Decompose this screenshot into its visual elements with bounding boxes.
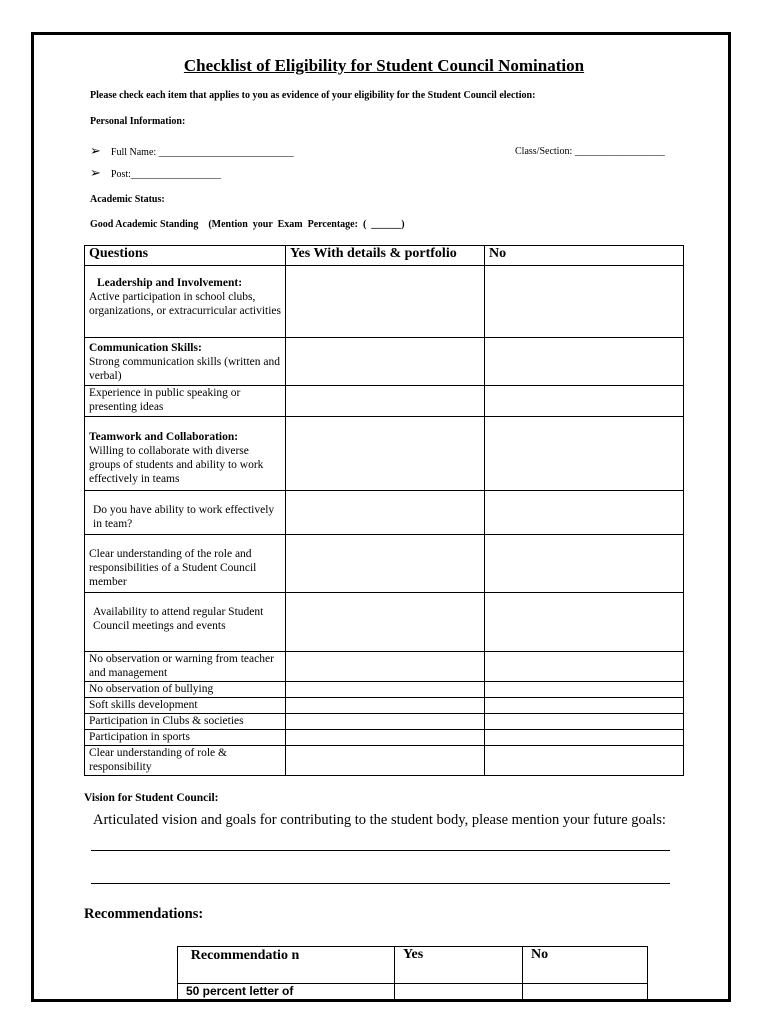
full-name-row (90, 142, 294, 160)
rec-header-recommendation (178, 947, 395, 984)
vision-answer-line-2[interactable] (91, 883, 670, 884)
no-cell[interactable] (485, 535, 684, 593)
header-questions: Questions (85, 246, 286, 266)
academic-status-heading: Academic Status: (90, 194, 165, 205)
academic-standing-line: Good Academic Standing (Mention your Exam Percentage: ( ______) (90, 219, 405, 230)
no-cell[interactable] (485, 652, 684, 682)
no-cell[interactable] (485, 682, 684, 698)
no-cell[interactable] (485, 730, 684, 746)
vision-answer-line-1[interactable] (91, 850, 670, 851)
table-row (85, 338, 684, 386)
table-row (85, 746, 684, 776)
no-cell[interactable] (485, 491, 684, 535)
yes-cell[interactable] (395, 984, 523, 1002)
table-row (85, 698, 684, 714)
yes-cell[interactable] (286, 386, 485, 417)
no-cell[interactable] (485, 714, 684, 730)
table-row (85, 417, 684, 491)
yes-cell[interactable] (286, 682, 485, 698)
table-row (178, 984, 648, 1002)
table-row (85, 714, 684, 730)
table-row (85, 682, 684, 698)
no-cell[interactable] (485, 593, 684, 652)
row-text: Soft skills development (89, 699, 198, 711)
yes-cell[interactable] (286, 593, 485, 652)
post-row (90, 164, 221, 182)
no-cell[interactable] (485, 698, 684, 714)
question-cell (85, 652, 286, 682)
eligibility-table (84, 245, 684, 776)
row-text: Availability to attend regular Student Council meetings and events (93, 606, 264, 632)
row-text: Participation in sports (89, 731, 190, 743)
row-text: No observation of bullying (89, 683, 214, 695)
question-cell (85, 593, 286, 652)
vision-heading: Vision for Student Council: (84, 792, 219, 804)
table-row (85, 386, 684, 417)
question-cell (85, 714, 286, 730)
rec-header-no: No (523, 947, 648, 984)
no-cell[interactable] (485, 417, 684, 491)
header-yes: Yes With details & portfolio (286, 246, 485, 266)
rec-first-row-cell: 50 percent letter of (178, 984, 395, 1002)
page-title: Checklist of Eligibility for Student Council Nomination (183, 56, 585, 75)
yes-cell[interactable] (286, 491, 485, 535)
yes-cell[interactable] (286, 535, 485, 593)
recommendations-heading: Recommendations: (84, 906, 204, 922)
question-cell (85, 698, 286, 714)
row-heading: Leadership and Involvement: (97, 277, 243, 289)
table-row (85, 535, 684, 593)
row-text: Participation in Clubs & societies (89, 715, 244, 727)
arrow-bullet-icon: ➢ (90, 165, 101, 180)
table-row (85, 491, 684, 535)
rec-header-label: Recommendatio n (190, 948, 300, 963)
table-row (85, 593, 684, 652)
question-cell (85, 491, 286, 535)
table-row (85, 266, 684, 338)
row-text: Clear understanding of role & responsibility (89, 747, 227, 773)
no-cell[interactable] (485, 746, 684, 776)
header-no: No (485, 246, 684, 266)
row-text: Strong communication skills (written and verbal) (89, 356, 281, 382)
post-field[interactable]: Post:__________________ (110, 169, 221, 180)
question-cell (85, 730, 286, 746)
yes-cell[interactable] (286, 266, 485, 338)
row-text: Active participation in school clubs, organizations, or extracurricular activities (89, 291, 282, 317)
class-section-field[interactable]: Class/Section: __________________ (515, 146, 665, 157)
question-cell (85, 417, 286, 491)
question-cell (85, 535, 286, 593)
yes-cell[interactable] (286, 714, 485, 730)
row-text: Experience in public speaking or presenting ideas (89, 387, 241, 413)
rec-header-row (178, 947, 648, 984)
yes-cell[interactable] (286, 746, 485, 776)
row-heading: Communication Skills: (89, 342, 202, 354)
yes-cell[interactable] (286, 338, 485, 386)
row-text: Clear understanding of the role and responsibilities of a Student Council member (89, 548, 257, 588)
row-heading: Teamwork and Collaboration: (89, 431, 239, 443)
arrow-bullet-icon: ➢ (90, 143, 101, 158)
question-cell (85, 682, 286, 698)
yes-cell[interactable] (286, 417, 485, 491)
full-name-field[interactable]: Full Name: ___________________________ (110, 147, 294, 158)
question-cell (85, 746, 286, 776)
row-text: Do you have ability to work effectively in team? (93, 504, 275, 530)
row-text: No observation or warning from teacher and management (89, 653, 274, 679)
recommendations-table (177, 946, 648, 1002)
row-text: Willing to collaborate with diverse groups of students and ability to work effectively in teams (89, 445, 264, 485)
table-row (85, 730, 684, 746)
no-cell[interactable] (485, 386, 684, 417)
yes-cell[interactable] (286, 730, 485, 746)
no-cell[interactable] (485, 266, 684, 338)
table-header-row (85, 246, 684, 266)
question-cell (85, 266, 286, 338)
yes-cell[interactable] (286, 698, 485, 714)
question-cell (85, 386, 286, 417)
no-cell[interactable] (523, 984, 648, 1002)
rec-header-yes: Yes (395, 947, 523, 984)
table-row (85, 652, 684, 682)
vision-text: Articulated vision and goals for contributing to the student body, please mention your future goals: (93, 812, 666, 828)
intro-text: Please check each item that applies to you as evidence of your eligibility for the Student Council election: (90, 90, 536, 101)
personal-info-heading: Personal Information: (90, 116, 186, 127)
yes-cell[interactable] (286, 652, 485, 682)
question-cell (85, 338, 286, 386)
no-cell[interactable] (485, 338, 684, 386)
